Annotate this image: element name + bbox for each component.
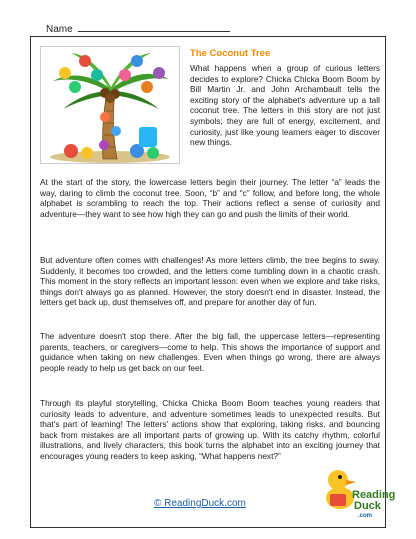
name-label: Name xyxy=(46,24,73,35)
article-paragraph-1: What happens when a group of curious letters decides to explore? Chicka Chicka Boom Boom by Bill Martin Jr. and John Archambault tells the exciting story of the alphabet's adventure up a tall coconut tree. The letters in this story are not just symbols; they are full of energy, excitement, and curiosity, just like young learners eager to discover new things. xyxy=(190,63,380,148)
article-paragraph-3: But adventure often comes with challenges! As more letters climb, the tree begins to sway. Suddenly, it becomes too crowded, and the letters come tumbling down in a chaotic crash. This moment in the story reflects an important lesson: even when we explore and take risks, things don't always go as planned. However, the story doesn't end in disaster. Instead, the letters get back up, dust themselves off, and prepare for another day of fun. xyxy=(40,255,380,308)
article-paragraph-2: At the start of the story, the lowercase letters begin their journey. The letter “a” leads the way, daring to climb the coconut tree. Soon, “b” and “c” follow, and before long, the whole alphabet is scrambling to reach the top. Their actions reflect a sense of curiosity and adventure—they want to see how high they can go and push the limits of their world. xyxy=(40,177,380,219)
duck-icon xyxy=(318,458,396,522)
logo-word-duck: Duck xyxy=(354,500,381,512)
readingduck-link[interactable]: © ReadingDuck.com xyxy=(154,498,246,509)
name-field-row xyxy=(46,22,230,35)
coconut-tree-image xyxy=(41,47,179,163)
logo-suffix: .com xyxy=(358,513,373,519)
article-paragraph-5: Through its playful storytelling, Chicka Chicka Boom Boom teaches young readers that curiosity leads to adventure, and adventure sometimes leads to unexpected results. But that's part of learning! The letters' actions show that exploring, taking risks, and bouncing back from mistakes are all important parts of growing up. With its catchy rhythm, colorful illustrations, and lively characters, this book turns the alphabet into an exciting journey that encourages young readers to keep asking, “What happens next?” xyxy=(40,398,380,461)
readingduck-logo xyxy=(318,458,396,522)
article-title: The Coconut Tree xyxy=(190,48,271,59)
logo-word-reading: Reading xyxy=(352,489,396,501)
article-paragraph-4: The adventure doesn't stop there. After the big fall, the uppercase letters—representing parents, teachers, or caregivers—come to help. This shows the importance of support and guidance when taking on new challenges. Even when things go wrong, there are always people ready to help us get back on our feet. xyxy=(40,331,380,373)
coconut-tree-illustration xyxy=(40,46,180,164)
name-blank-line[interactable] xyxy=(78,22,230,32)
